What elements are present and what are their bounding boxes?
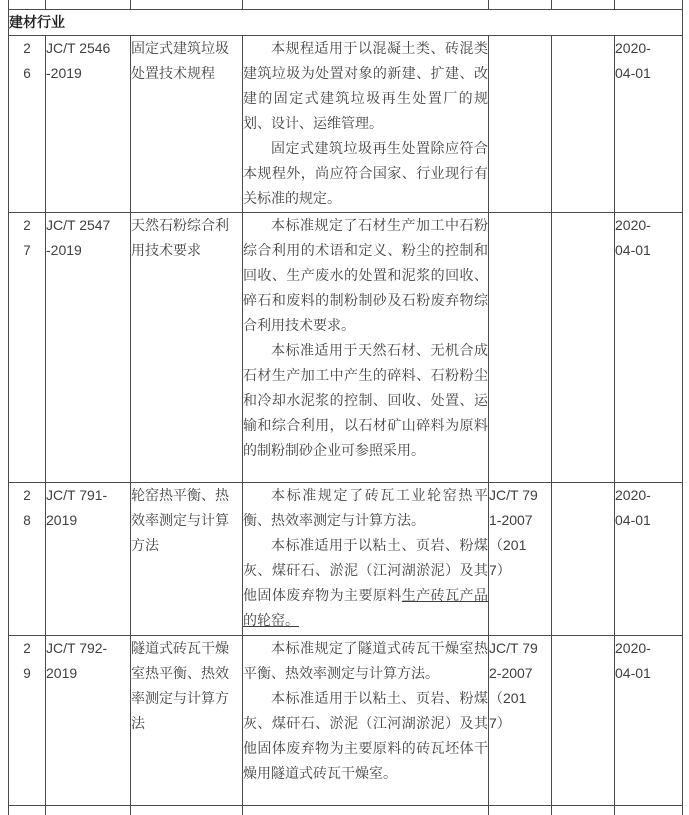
number-cell — [9, 36, 46, 213]
scope-text: 本规程适用于以混凝土类、砖混类建筑垃圾为处置对象的新建、扩建、改建的固定式建筑垃圾再生处置厂的规划、设计、运维管理。 — [243, 40, 488, 131]
section-title: 建材行业 — [9, 10, 683, 36]
scope-cell — [243, 213, 489, 483]
scope-text: 本标准规定了石材生产加工中石粉综合利用的术语和定义、粉尘的控制和回收、生产废水的处置和泥浆的回收、碎石和废料的制粉制砂及石粉废弃物综合利用技术要求。 — [243, 217, 488, 333]
scope-paragraph — [243, 636, 488, 686]
blank-cell — [552, 36, 615, 213]
implementation-date: 2020-04-01 — [615, 40, 651, 81]
standard-code: JC/T 2546-2019 — [46, 40, 111, 81]
empty-cell — [552, 806, 615, 815]
row-number: 26 — [23, 41, 31, 81]
empty-cell — [46, 0, 131, 10]
scope-paragraph — [243, 483, 488, 533]
scope-paragraph — [243, 36, 488, 136]
implementation-date-cell — [615, 636, 683, 806]
table-row — [9, 636, 683, 806]
scope-cell — [243, 483, 489, 636]
standard-name-cell: 固定式建筑垃圾处置技术规程 — [131, 36, 243, 213]
empty-cell — [131, 806, 243, 815]
standard-name-cell: 天然石粉综合利用技术要求 — [131, 213, 243, 483]
implementation-date-cell — [615, 36, 683, 213]
empty-cell — [615, 806, 683, 815]
replaced-standard: JC/T 791-2007（2017） — [489, 487, 538, 578]
replaced-standard-cell — [489, 213, 552, 483]
replaced-standard: JC/T 792-2007（2017） — [489, 640, 538, 731]
empty-cell — [489, 0, 552, 10]
scope-paragraph — [243, 686, 488, 786]
standard-code-cell — [46, 636, 131, 806]
table-row — [9, 213, 683, 483]
empty-cell — [46, 806, 131, 815]
empty-cell — [489, 806, 552, 815]
standard-code-cell — [46, 483, 131, 636]
standard-name-cell: 轮窑热平衡、热效率测定与计算方法 — [131, 483, 243, 636]
table-row — [9, 36, 683, 213]
implementation-date: 2020-04-01 — [615, 487, 651, 528]
number-cell — [9, 483, 46, 636]
scope-paragraph — [243, 338, 488, 463]
scope-text-underlined: 生产砖瓦产品的轮窑。 — [243, 587, 488, 628]
scope-text: 本标准适用于天然石材、无机合成石材生产加工中产生的碎料、石粉粉尘和冷却水泥浆的控制、回收、处置、运输和综合利用，以石材矿山碎料为原料的制粉制砂企业可参照采用。 — [243, 342, 488, 458]
standards-table — [8, 0, 683, 815]
scope-cell — [243, 36, 489, 213]
scope-text: 本标准适用于以粘土、页岩、粉煤灰、煤矸石、淤泥（江河湖淤泥）及其他固体废弃物为主要原料的砖瓦坯体干燥用隧道式砖瓦干燥室。 — [243, 690, 488, 781]
standard-code: JC/T 791-2019 — [46, 487, 108, 528]
standard-code: JC/T 2547-2019 — [46, 217, 111, 258]
standard-code-cell — [46, 213, 131, 483]
scope-text: 本标准规定了隧道式砖瓦干燥室热平衡、热效率测定与计算方法。 — [243, 640, 488, 681]
number-cell — [9, 636, 46, 806]
empty-cell — [615, 0, 683, 10]
implementation-date-cell — [615, 213, 683, 483]
clipped-previous-row — [9, 0, 683, 10]
standard-code: JC/T 792-2019 — [46, 640, 108, 681]
blank-cell — [552, 636, 615, 806]
row-number: 29 — [23, 641, 31, 681]
row-number: 28 — [23, 488, 31, 528]
number-cell — [9, 213, 46, 483]
scope-text: 本标准规定了砖瓦工业轮窑热平衡、热效率测定与计算方法。 — [243, 487, 488, 528]
empty-cell — [131, 0, 243, 10]
table-row — [9, 483, 683, 636]
blank-cell — [552, 483, 615, 636]
scope-text: 固定式建筑垃圾再生处置除应符合本规程外，尚应符合国家、行业现行有关标准的规定。 — [243, 140, 488, 206]
scope-paragraph — [243, 136, 488, 211]
section-header-row — [9, 10, 683, 36]
replaced-standard-cell — [489, 636, 552, 806]
replaced-standard-cell — [489, 483, 552, 636]
implementation-date-cell — [615, 483, 683, 636]
scope-paragraph — [243, 533, 488, 633]
scope-cell — [243, 636, 489, 806]
empty-cell — [9, 0, 46, 10]
implementation-date: 2020-04-01 — [615, 640, 651, 681]
implementation-date: 2020-04-01 — [615, 217, 651, 258]
standard-code-cell — [46, 36, 131, 213]
empty-cell — [243, 806, 489, 815]
scope-text: 本标准适用于以粘土、页岩、粉煤灰、煤矸石、淤泥（江河湖淤泥）及其他固体废弃物为主要原料 — [243, 537, 488, 603]
blank-cell — [552, 213, 615, 483]
clipped-next-row — [9, 806, 683, 815]
empty-cell — [552, 0, 615, 10]
row-number: 27 — [23, 218, 31, 258]
empty-cell — [9, 806, 46, 815]
standard-name-cell: 隧道式砖瓦干燥室热平衡、热效率测定与计算方法 — [131, 636, 243, 806]
empty-cell — [243, 0, 489, 10]
scope-paragraph — [243, 213, 488, 338]
replaced-standard-cell — [489, 36, 552, 213]
